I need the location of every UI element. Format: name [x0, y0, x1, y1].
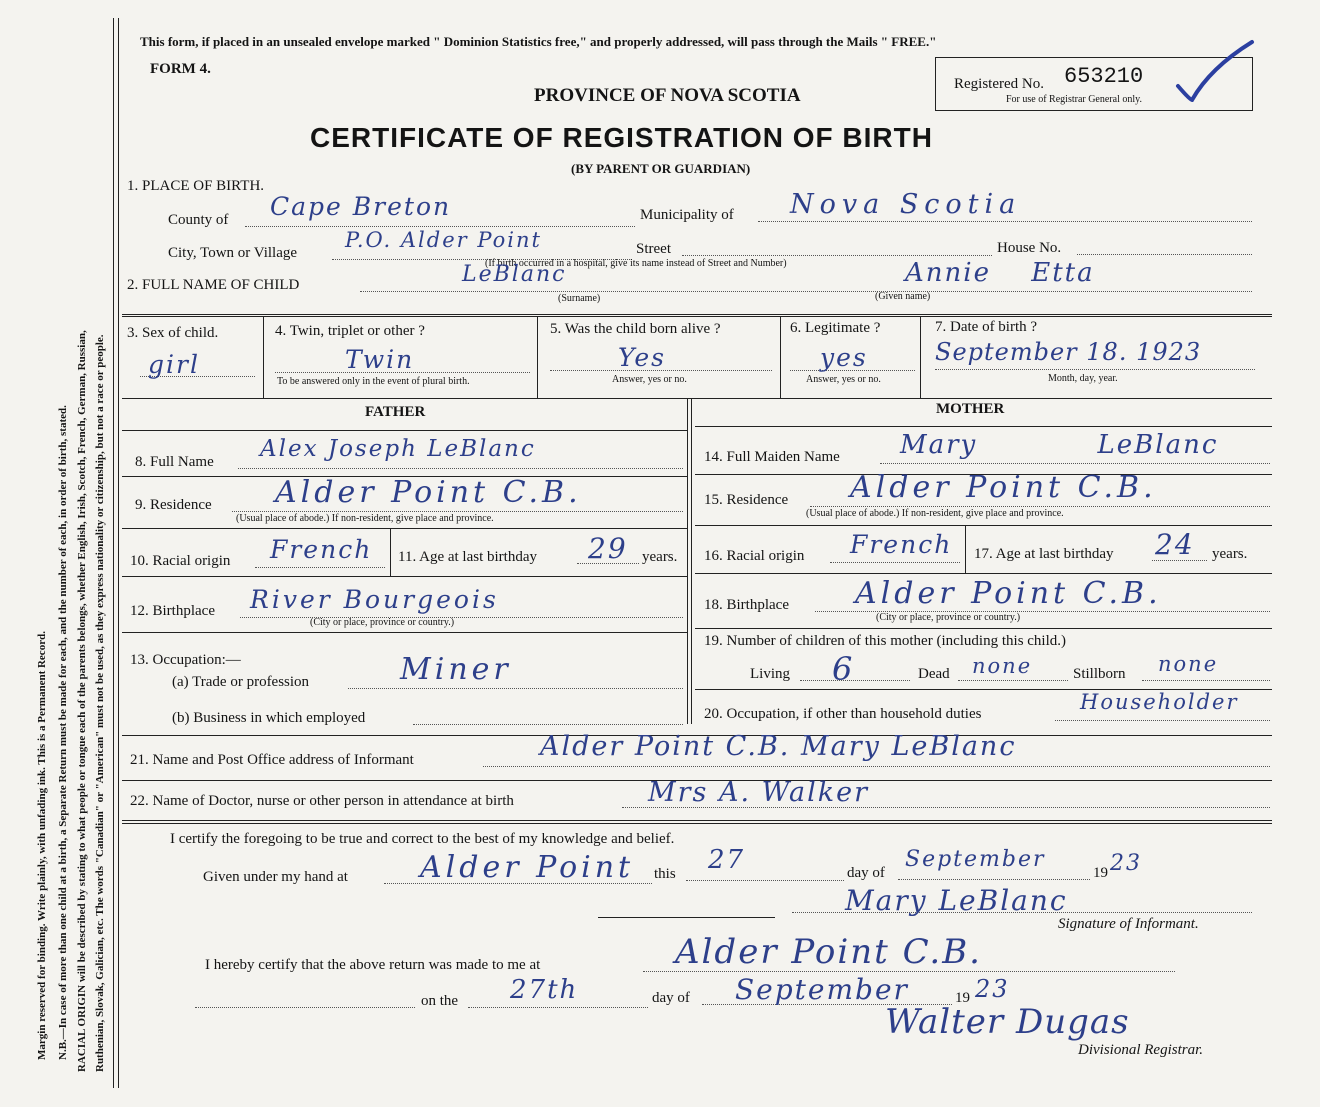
- informant-value: Alder Point C.B. Mary LeBlanc: [540, 731, 1017, 762]
- mother-children-label: 19. Number of children of this mother (including this child.): [704, 633, 1067, 649]
- twin-label: 4. Twin, triplet or other ?: [275, 323, 425, 339]
- place-of-birth-label: 1. PLACE OF BIRTH.: [127, 178, 265, 194]
- father-birthplace-value: River Bourgeois: [250, 585, 499, 614]
- child-given-name: Annie Etta: [905, 258, 1095, 288]
- street-label: Street: [636, 241, 671, 257]
- reg-day-of-label: day of: [652, 990, 690, 1006]
- dob-value: September 18. 1923: [935, 338, 1202, 366]
- given-under-label: Given under my hand at: [203, 869, 348, 885]
- mother-residence-label: 15. Residence: [704, 492, 789, 508]
- registrar-signature: Walter Dugas: [885, 1002, 1130, 1042]
- registrar-statement: I hereby certify that the above return was made to me at: [205, 957, 541, 973]
- mother-years-label: years.: [1212, 546, 1248, 562]
- twin-note: To be answered only in the event of plural birth.: [277, 376, 470, 387]
- municipality-label: Municipality of: [640, 207, 734, 223]
- living-value: 6: [832, 650, 855, 688]
- father-residence-note: (Usual place of abode.) If non-resident, give place and province.: [236, 513, 494, 524]
- father-racial-value: French: [270, 535, 373, 564]
- father-trade-value: Miner: [400, 652, 512, 687]
- margin-note-3: RACIAL ORIGIN will be described by stating to what people or tongue each of the parents belongs, whether English, Irish, Scotch, French, German, Russian,: [76, 330, 88, 1072]
- legitimate-label: 6. Legitimate ?: [790, 320, 881, 336]
- on-the-label: on the: [421, 993, 459, 1009]
- father-residence-label: 9. Residence: [135, 497, 212, 513]
- margin-note-1: Margin reserved for binding. Write plainly, with unfading ink. This is a Permanent Record.: [36, 631, 48, 1060]
- mother-residence-value: Alder Point C.B.: [850, 470, 1157, 505]
- informant-signature: Mary LeBlanc: [845, 884, 1068, 917]
- certification-statement: I certify the foregoing to be true and correct to the best of my knowledge and belief.: [170, 831, 675, 847]
- alive-note: Answer, yes or no.: [612, 374, 687, 385]
- registrar-year-value: 23: [975, 975, 1010, 1003]
- mother-name-value: Mary LeBlanc: [900, 430, 1219, 460]
- doctor-value: Mrs A. Walker: [648, 777, 870, 808]
- legitimate-note: Answer, yes or no.: [806, 374, 881, 385]
- father-residence-value: Alder Point C.B.: [275, 475, 582, 510]
- father-name-label: 8. Full Name: [135, 454, 214, 470]
- left-border: [113, 18, 114, 1088]
- father-years-label: years.: [642, 549, 678, 565]
- father-birthplace-label: 12. Birthplace: [130, 603, 215, 619]
- dob-label: 7. Date of birth ?: [935, 319, 1038, 335]
- mother-age-value: 24: [1155, 528, 1195, 561]
- given-name-note: (Given name): [875, 291, 931, 302]
- child-name-label: 2. FULL NAME OF CHILD: [127, 277, 300, 293]
- divisional-registrar-label: Divisional Registrar.: [1078, 1042, 1204, 1058]
- father-trade-label: (a) Trade or profession: [172, 674, 310, 690]
- doctor-label: 22. Name of Doctor, nurse or other person in attendance at birth: [130, 793, 514, 809]
- day-of-label: day of: [847, 865, 885, 881]
- city-label: City, Town or Village: [168, 245, 298, 261]
- mother-birthplace-label: 18. Birthplace: [704, 597, 789, 613]
- mother-occupation-value: Householder: [1080, 690, 1239, 714]
- mother-age-label: 17. Age at last birthday: [974, 546, 1114, 562]
- sex-label: 3. Sex of child.: [127, 325, 219, 341]
- dead-value: none: [972, 654, 1033, 678]
- surname-note: (Surname): [558, 293, 601, 304]
- checkmark-icon: [1170, 38, 1260, 108]
- left-border-inner: [118, 18, 119, 1088]
- city-value: P.O. Alder Point: [345, 228, 542, 252]
- given-year-prefix: 19: [1093, 865, 1108, 881]
- alive-value: Yes: [618, 343, 666, 372]
- registered-label: Registered No.: [954, 76, 1044, 92]
- father-name-value: Alex Joseph LeBlanc: [260, 436, 536, 462]
- twin-value: Twin: [345, 345, 415, 374]
- certificate-subtitle: (BY PARENT OR GUARDIAN): [571, 161, 751, 176]
- legitimate-value: yes: [820, 343, 868, 372]
- mother-name-label: 14. Full Maiden Name: [704, 449, 840, 465]
- given-month-value: September: [905, 847, 1046, 872]
- mother-birthplace-value: Alder Point C.B.: [855, 576, 1162, 611]
- father-age-value: 29: [588, 532, 628, 565]
- father-business-label: (b) Business in which employed: [172, 710, 366, 726]
- given-place-value: Alder Point: [420, 850, 635, 885]
- municipality-value: Nova Scotia: [790, 189, 1022, 220]
- father-age-label: 11. Age at last birthday: [398, 549, 537, 565]
- margin-note-2: N.B.—In case of more than one child at a birth, a Separate Return must be made for each, and the number of each, in order of birth, stated.: [57, 405, 69, 1060]
- form-number: FORM 4.: [150, 61, 211, 77]
- margin-note-4: Ruthenian, Slovak, Galician, etc. The words "Canadian" or "American" must not be used, as they express nationality or citizenship, but not a race or people.: [94, 334, 106, 1072]
- living-label: Living: [750, 666, 790, 682]
- house-label: House No.: [997, 240, 1062, 256]
- dob-note: Month, day, year.: [1048, 373, 1118, 384]
- stillborn-value: none: [1158, 652, 1219, 676]
- mail-notice: This form, if placed in an unsealed envelope marked " Dominion Statistics free," and properly addressed, will pass through the Mails " FREE.": [140, 34, 937, 49]
- county-value: Cape Breton: [270, 192, 452, 221]
- registrar-place-value: Alder Point C.B.: [675, 932, 982, 972]
- province-heading: PROVINCE OF NOVA SCOTIA: [534, 85, 801, 106]
- dead-label: Dead: [918, 666, 950, 682]
- mother-heading: MOTHER: [936, 401, 1005, 417]
- father-occupation-label: 13. Occupation:—: [130, 652, 241, 668]
- registrar-month-value: September: [735, 973, 909, 1006]
- father-birthplace-note: (City or place, province or country.): [310, 617, 455, 628]
- county-label: County of: [168, 212, 229, 228]
- mother-birthplace-note: (City or place, province or country.): [876, 612, 1021, 623]
- mother-occupation-label: 20. Occupation, if other than household duties: [704, 706, 982, 722]
- this-label: this: [654, 866, 676, 882]
- child-surname: LeBlanc: [462, 262, 567, 287]
- reg-year-prefix: 19: [955, 990, 970, 1006]
- sex-value: girl: [148, 350, 200, 379]
- informant-signature-label: Signature of Informant.: [1058, 916, 1199, 932]
- registrar-day-value: 27th: [510, 975, 579, 1005]
- informant-label: 21. Name and Post Office address of Informant: [130, 752, 414, 768]
- hospital-note: (If birth occurred in a hospital, give its name instead of Street and Number): [485, 258, 787, 269]
- alive-label: 5. Was the child born alive ?: [550, 321, 721, 337]
- given-year-value: 23: [1110, 851, 1142, 876]
- certificate-title: CERTIFICATE OF REGISTRATION OF BIRTH: [310, 122, 933, 153]
- mother-racial-value: French: [850, 530, 953, 559]
- mother-residence-note: (Usual place of abode.) If non-resident, give place and province.: [806, 508, 1064, 519]
- registrar-note: For use of Registrar General only.: [1006, 94, 1142, 105]
- father-heading: FATHER: [365, 404, 426, 420]
- registered-number: 653210: [1064, 64, 1144, 89]
- father-racial-label: 10. Racial origin: [130, 553, 231, 569]
- mother-racial-label: 16. Racial origin: [704, 548, 805, 564]
- given-day-value: 27: [708, 845, 746, 875]
- stillborn-label: Stillborn: [1073, 666, 1126, 682]
